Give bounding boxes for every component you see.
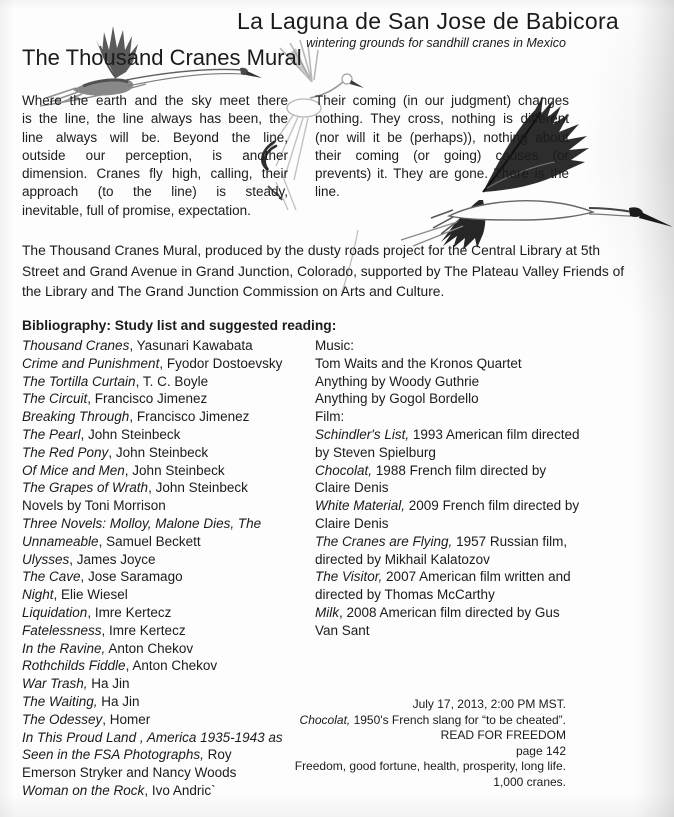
work-title: White Material, [315, 498, 406, 514]
work-title: In the Ravine, [22, 640, 106, 656]
text-line: their coming (or going) causes (or [315, 147, 569, 163]
work-detail: Music: [315, 338, 355, 353]
work-title: The Tortilla Curtain [22, 373, 136, 389]
list-item [22, 782, 283, 800]
work-detail: Claire Denis [315, 480, 389, 496]
work-detail: , Francisco Jimenez [129, 409, 250, 425]
work-title: Seen in the FSA Photographs, [22, 747, 204, 763]
list-item [22, 426, 283, 444]
list-item [22, 533, 283, 551]
work-title: Ulysses [22, 551, 70, 567]
list-item [315, 497, 579, 515]
footnote-block [295, 697, 566, 790]
footnote-text: READ FOR FREEDOM [440, 728, 566, 742]
work-title: Chocolat, [315, 462, 373, 478]
text-line: The Thousand Cranes Mural, produced by the dusty roads project for the Central Library at 5th [22, 243, 600, 258]
footnote-line [295, 744, 566, 760]
work-detail: by Steven Spielburg [315, 444, 436, 460]
work-detail: Van Sant [315, 622, 370, 638]
work-title: Schindler's List, [315, 426, 410, 442]
list-item [22, 337, 283, 355]
list-item [315, 515, 579, 533]
work-detail: , Jose Saramago [80, 569, 183, 585]
work-detail: Ha Jin [97, 693, 140, 709]
list-item [22, 515, 283, 533]
text-line: inevitable, full of promise, expectation. [22, 202, 251, 218]
list-item [315, 551, 579, 569]
work-detail: Film: [315, 409, 345, 425]
work-detail: , Francisco Jimenez [87, 391, 208, 407]
work-detail: , Yasunari Kawabata [129, 338, 253, 353]
work-title: The Cave [22, 569, 81, 585]
work-detail: , Imre Kertecz [101, 622, 186, 638]
work-detail: , Homer [102, 711, 151, 727]
footnote-line [295, 713, 566, 729]
text-line: dimension. Cranes fly high, calling, their [22, 166, 288, 182]
list-item [315, 479, 579, 497]
work-detail: , Imre Kertecz [87, 604, 172, 620]
work-detail: Emerson Stryker and Nancy Woods [22, 765, 237, 781]
list-item [22, 711, 283, 729]
work-detail: , James Joyce [69, 551, 156, 567]
footnote-text: Freedom, good fortune, health, prosperity, long life. [294, 759, 566, 773]
work-detail: 1988 French film directed by [372, 462, 547, 478]
list-item [315, 390, 579, 408]
work-detail: Roy [203, 747, 232, 763]
list-item [315, 604, 579, 622]
text-line: Their coming (in our judgment) changes [315, 93, 569, 108]
text-line: (nor will it be (perhaps)), nothing about [315, 129, 569, 145]
work-title: The Odessey [22, 711, 103, 727]
work-detail: Tom Waits and the Kronos Quartet [315, 355, 522, 371]
list-item [22, 551, 283, 569]
list-item [22, 373, 283, 391]
work-title: Rothchilds Fiddle [22, 658, 126, 674]
footnote-line [295, 775, 566, 791]
footnote-line [295, 697, 566, 713]
work-detail: , Fyodor Dostoevsky [159, 355, 283, 371]
list-item [22, 462, 283, 480]
intro-right-column [315, 92, 569, 202]
list-item [22, 586, 283, 604]
text-line: Where the earth and the sky meet there [22, 93, 288, 108]
list-item [22, 640, 283, 658]
list-item [22, 746, 283, 764]
list-item [22, 657, 283, 675]
list-item [315, 462, 579, 480]
work-title: Unnameable [22, 533, 99, 549]
work-detail: directed by Thomas McCarthy [315, 587, 495, 603]
list-item [315, 622, 579, 640]
work-detail: Novels by Toni Morrison [22, 498, 166, 514]
list-item [315, 355, 579, 373]
footnote-line [295, 728, 566, 744]
intro-left-column [22, 92, 288, 220]
list-item [22, 568, 283, 586]
text-line: nothing. They cross, nothing is different [315, 111, 569, 127]
list-item [22, 408, 283, 426]
work-title: Milk [315, 604, 339, 620]
text-line: line always will be. Beyond the line, [22, 129, 288, 145]
list-item [315, 337, 579, 355]
work-title: The Grapes of Wrath [22, 480, 149, 496]
list-item [22, 622, 283, 640]
list-item [315, 568, 579, 586]
text-line: outside our perception, is another [22, 147, 288, 163]
music-film-list [315, 337, 579, 640]
footnote-title: Chocolat, [299, 712, 351, 727]
text-line: the Library and The Grand Junction Commission on Arts and Culture. [22, 284, 445, 299]
list-item [22, 497, 283, 515]
bibliography-heading: Bibliography: Study list and suggested reading: [22, 318, 337, 333]
work-title: Woman on the Rock [22, 782, 145, 798]
work-detail: 2007 American film written and [382, 569, 571, 585]
work-title: The Cranes are Flying, [315, 533, 453, 549]
work-detail: , John Steinbeck [124, 462, 225, 478]
work-detail: , Anton Chekov [125, 658, 218, 674]
footnote-text: 1,000 cranes. [493, 774, 566, 789]
work-detail: 1957 Russian film, [452, 533, 568, 549]
text-line: prevents) it. They are gone. There is the [315, 166, 569, 182]
page-subtitle: wintering grounds for sandhill cranes in Mexico [306, 36, 566, 50]
list-item [315, 533, 579, 551]
work-detail: , John Steinbeck [108, 444, 209, 460]
work-detail: Anything by Woody Guthrie [315, 373, 480, 389]
list-item [22, 604, 283, 622]
work-title: The Circuit [22, 391, 88, 407]
footnote-text: July 17, 2013, 2:00 PM MST. [412, 697, 566, 711]
work-title: The Pearl [22, 426, 81, 442]
work-title: Breaking Through [22, 409, 130, 425]
list-item [22, 764, 283, 782]
work-detail: Anton Chekov [105, 640, 194, 656]
list-item [22, 729, 283, 747]
text-line: line. [315, 184, 340, 200]
work-title: In This Proud Land , America 1935-1943 as [22, 729, 283, 745]
work-detail: , T. C. Boyle [135, 373, 209, 389]
list-item [315, 426, 579, 444]
work-title: Crime and Punishment [22, 355, 160, 371]
work-title: Of Mice and Men [22, 462, 125, 478]
list-item [22, 355, 283, 373]
work-detail: , Ivo Andric` [144, 782, 216, 798]
text-line: approach (to the line) is steady, [22, 184, 288, 200]
work-title: The Waiting, [22, 693, 98, 709]
footnote-text: page 142 [515, 743, 566, 758]
work-detail: Claire Denis [315, 515, 389, 531]
list-item [22, 675, 283, 693]
work-detail: , Elie Wiesel [53, 587, 128, 603]
work-detail: Anything by Gogol Bordello [315, 391, 479, 407]
work-detail: directed by Mikhail Kalatozov [315, 551, 490, 567]
attribution-paragraph [22, 241, 624, 303]
work-detail: , John Steinbeck [148, 480, 248, 496]
list-item [22, 444, 283, 462]
list-item [315, 444, 579, 462]
work-detail: , 2008 American film directed by Gus [339, 604, 560, 620]
book-list [22, 337, 283, 800]
work-title: Thousand Cranes [22, 338, 130, 353]
list-item [315, 373, 579, 391]
work-detail: , Samuel Beckett [98, 533, 201, 549]
work-title: Liquidation [22, 604, 88, 620]
work-title: The Visitor, [315, 569, 383, 585]
list-item [315, 586, 579, 604]
mural-heading: The Thousand Cranes Mural [22, 45, 302, 70]
work-title: Three Novels: Molloy, Malone Dies, The [22, 515, 262, 531]
list-item [22, 479, 283, 497]
work-title: The Red Pony [22, 444, 109, 460]
work-detail: Ha Jin [87, 676, 130, 692]
text-line: Street and Grand Avenue in Grand Junction, Colorado, supported by The Plateau Valley Friends of [22, 263, 625, 279]
list-item [315, 408, 579, 426]
footnote-text: 1950's French slang for “to be cheated”. [350, 712, 566, 727]
work-title: War Trash, [22, 676, 88, 692]
page-title: La Laguna de San Jose de Babicora [237, 8, 620, 34]
work-title: Night [22, 587, 54, 603]
work-detail: 2009 French film directed by [405, 498, 580, 514]
work-title: Fatelessness [22, 622, 102, 638]
work-detail: , John Steinbeck [80, 426, 181, 442]
work-detail: 1993 American film directed [409, 426, 580, 442]
footnote-line [295, 759, 566, 775]
list-item [22, 390, 283, 408]
text-line: is the line, the line always has been, the [22, 111, 288, 127]
list-item [22, 693, 283, 711]
